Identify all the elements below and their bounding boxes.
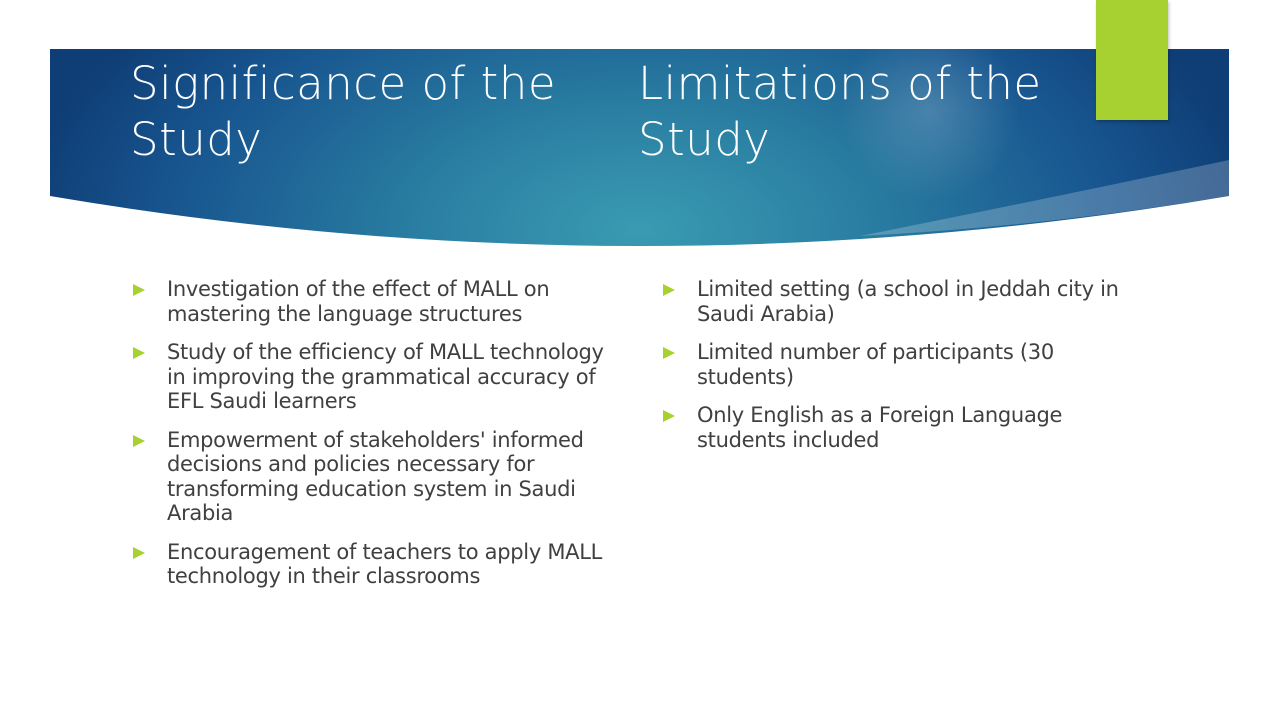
- green-triangle-bullet-icon: [133, 347, 145, 359]
- limitations-item: [662, 277, 1142, 326]
- significance-item-text: Encouragement of teachers to apply MALL technology in their classrooms: [167, 539, 603, 588]
- significance-list: [132, 277, 622, 603]
- limitations-item: [662, 403, 1142, 452]
- green-triangle-bullet-icon: [663, 410, 675, 422]
- significance-item: [132, 428, 622, 526]
- significance-item: [132, 340, 622, 414]
- significance-item: [132, 277, 622, 326]
- limitations-list: [662, 277, 1142, 466]
- limitations-item-text: Limited number of participants (30 students): [697, 340, 1054, 389]
- significance-item-text: Investigation of the effect of MALL on mastering the language structures: [167, 277, 550, 326]
- significance-item-text: Empowerment of stakeholders' informed decisions and policies necessary for transforming education system in Saudi Arabia: [167, 427, 584, 525]
- limitations-item-text: Only English as a Foreign Language students included: [697, 403, 1063, 452]
- significance-item: [132, 540, 622, 589]
- significance-title: Significance of the Study: [130, 57, 557, 166]
- significance-item-text: Study of the efficiency of MALL technology in improving the grammatical accuracy of EFL Saudi learners: [167, 340, 604, 413]
- green-accent-bar: [1096, 0, 1168, 120]
- green-triangle-bullet-icon: [133, 435, 145, 447]
- limitations-item: [662, 340, 1142, 389]
- green-triangle-bullet-icon: [133, 547, 145, 559]
- limitations-title: Limitations of the Study: [638, 57, 1042, 166]
- green-triangle-bullet-icon: [133, 284, 145, 296]
- green-triangle-bullet-icon: [663, 347, 675, 359]
- green-triangle-bullet-icon: [663, 284, 675, 296]
- limitations-item-text: Limited setting (a school in Jeddah city in Saudi Arabia): [697, 277, 1119, 326]
